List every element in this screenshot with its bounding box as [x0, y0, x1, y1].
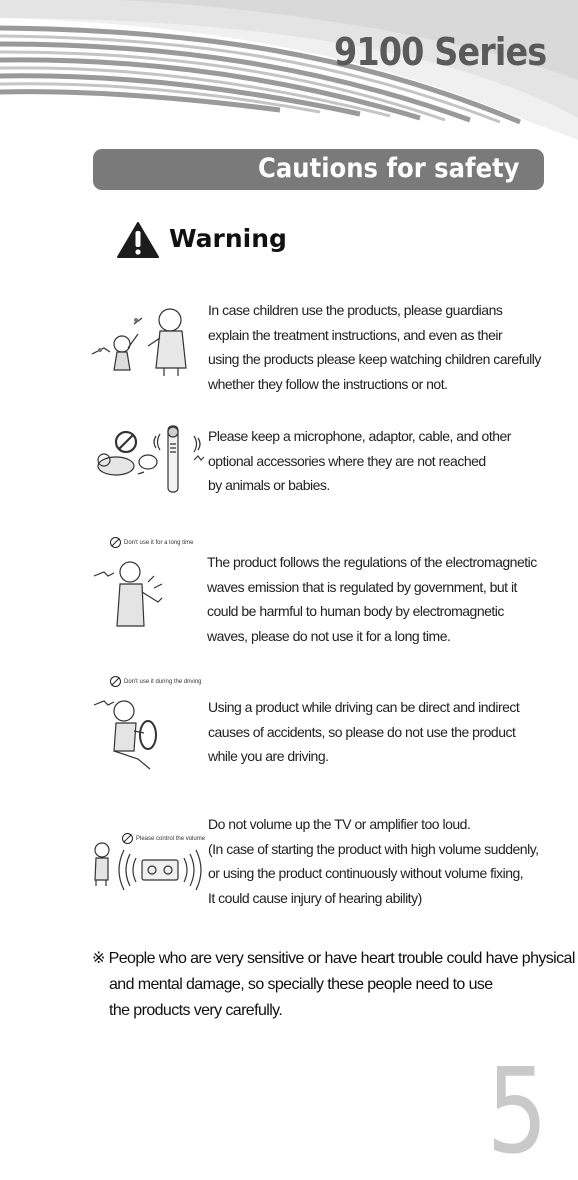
driving-illustration [90, 689, 180, 771]
text-line: whether they follow the instructions or not. [208, 375, 448, 392]
caution-text-children [208, 298, 541, 396]
text-line: Please keep a microphone, adaptor, cable, and other [208, 428, 511, 444]
prohibition-tag [110, 537, 194, 548]
page-number: 5 [486, 1042, 548, 1180]
text-line: could be harmful to human body by electromagnetic [207, 603, 504, 619]
warning-triangle-icon [117, 222, 159, 258]
text-line: It could cause injury of hearing ability) [208, 889, 422, 906]
text-line: using the products please keep watching children carefully [208, 351, 541, 367]
loud-speaker-illustration [90, 836, 208, 902]
section-title: Cautions for safety [258, 153, 520, 184]
prohibition-tag [110, 676, 202, 687]
caution-text-driving [208, 695, 519, 769]
section-banner [93, 149, 544, 190]
text-line: causes of accidents, so please do not use the product [208, 723, 516, 740]
text-line: explain the treatment instructions, and even as their [208, 326, 503, 343]
long-use-singer-illustration [90, 552, 180, 638]
text-line: The product follows the regulations of the electromagnetic [207, 554, 537, 570]
text-line: Do not volume up the TV or amplifier too loud. [208, 816, 471, 832]
text-line: (In case of starting the product with high volume suddenly, [208, 840, 539, 857]
prohibition-icon [110, 676, 121, 687]
text-line: Using a product while driving can be direct and indirect [208, 699, 520, 715]
note-line: the products very carefully. [109, 1002, 283, 1019]
prohibition-icon [110, 537, 121, 548]
health-caution-note [92, 946, 575, 1024]
text-line: waves emission that is regulated by government, but it [207, 578, 517, 595]
caution-text-long-use [207, 550, 537, 648]
tag-label: Don't use it for a long time [124, 540, 194, 547]
text-line: waves, please do not use it for a long time. [207, 627, 451, 644]
baby-animal-microphone-illustration [90, 424, 208, 496]
text-line: while you are driving. [208, 748, 329, 764]
warning-label: Warning [169, 224, 287, 253]
caution-text-volume [208, 812, 539, 910]
tag-label: Don't use it during the driving [124, 679, 202, 686]
series-title: 9100 Series [333, 30, 546, 74]
children-guardian-illustration [90, 298, 202, 383]
note-line: and mental damage, so specially these people need to use [109, 976, 493, 993]
text-line: optional accessories where they are not reached [208, 452, 486, 469]
text-line: In case children use the products, please guardians [208, 302, 503, 318]
text-line: by animals or babies. [208, 477, 330, 493]
caution-text-accessories [208, 424, 511, 498]
text-line: or using the product continuously without volume fixing, [208, 865, 524, 881]
tag-label: Please control the volume [136, 836, 206, 843]
note-line: ※ People who are very sensitive or have heart trouble could have physical [92, 950, 575, 967]
